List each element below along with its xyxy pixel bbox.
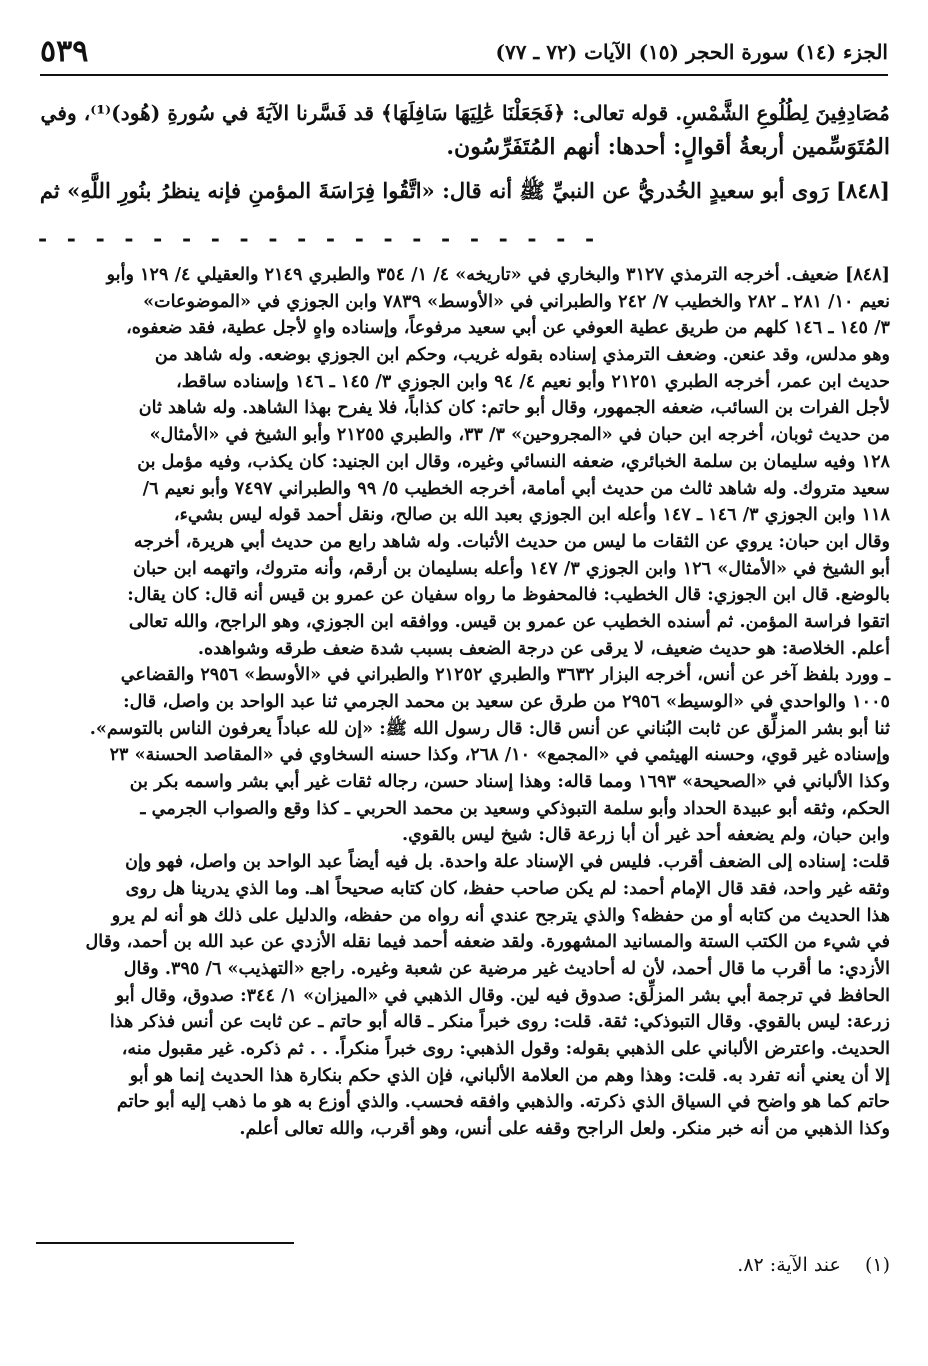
note-line: الحكم، وثقه أبو عبيدة الحداد وأبو سلمة التبوذكي وسعيد بن محمد الحربي ـ كذا وقع والصواب الجرمي ـ — [140, 797, 890, 819]
note-line: ثنا أبو بشر المزلِّق عن ثابت البُناني عن أنس قال: قال رسول الله ﷺ: «إن لله عباداً يعرفون الناس بالتوسم». — [89, 717, 890, 739]
note-line: الحافظ في ترجمة أبي بشر المزلِّق: صدوق فيه لين. وقال الذهبي في «الميزان» ١/ ٣٤٤: صدوق، وقال أبو — [115, 984, 890, 1006]
note-line: زرعة: ليس بالقوي. وقال التبوذكي: ثقة. قلت: روى خبراً منكر ـ قاله أبو حاتم ـ عن ثابت عن أنس فذكر هذا — [109, 1011, 890, 1033]
note-line: في شيء من الكتب الستة والمسانيد المشهورة. ولقد ضعفه أحمد فيما نقله الأزدي عن عبد الله بن أحمد، وقال — [85, 931, 890, 953]
hadith-line: [٨٤٨] رَوى أبو سعيدٍ الخُدريُّ عن النبيِّ ﷺ أنه قال: «اتَّقُوا فِرَاسَةَ المؤمنِ فإنه ينظرُ بنُورِ اللَّهِ» ثم — [39, 178, 890, 203]
note-line: سعيد متروك. وله شاهد ثالث من حديث أبي أمامة، أخرجه الخطيب ٥/ ٩٩ والطبراني ٧٤٩٧ وأبو نعيم ٦/ — [142, 477, 890, 499]
header-rule — [40, 74, 888, 76]
page-number: ٥٣٩ — [40, 34, 89, 69]
main-text — [38, 96, 890, 208]
note-line: ـ وورد بلفظ آخر عن أنس، أخرجه البزار ٣٦٣٢ والطبري ٢١٢٥٢ والطبراني في «الأوسط» ٢٩٥٦ والقضاعي — [120, 664, 890, 686]
note-line: ١١٨ وابن الجوزي ٣/ ١٤٦ ـ ١٤٧ وأعله ابن الجوزي بعبد الله بن صالح، ونقل أحمد قوله ليس بشيء، — [173, 504, 890, 526]
running-title: الجزء (١٤) سورة الحجر (١٥) الآيات (٧٢ ـ ٧٧) — [495, 40, 888, 64]
note-line: ١٠٠٥ والواحدي في «الوسيط» ٢٩٥٦ من طرق عن سعيد بن محمد الجرمي ثنا عبد الواحد بن واصل، قال: — [123, 691, 890, 712]
note-line: نعيم ١٠/ ٢٨١ ـ ٢٨٢ والخطيب ٧/ ٢٤٢ والطبراني في «الأوسط» ٧٨٣٩ وابن الجوزي في «الموضوعات» — [143, 290, 890, 312]
note-line: وكذا الذهبي من أنه خبر منكر. ولعل الراجح وقفه على أنس، وهو أقرب، والله تعالى أعلم. — [239, 1118, 890, 1139]
note-line: وكذا الألباني في «الصحيحة» ١٦٩٣ ومما قاله: وهذا إسناد حسن، رجاله ثقات غير أبي بشر واسمه بكر بن — [129, 771, 890, 793]
main-line: مُصَادِفِينَ لِطُلُوعِ الشَّمْسِ. قوله تعالى: ﴿فَجَعَلْنَا عَٰلِيَهَا سَافِلَهَا﴾ قد فَسَّرنا الآيَةَ في سُورةِ (هُود)⁽¹⁾، وفي — [40, 101, 890, 125]
note-line: حاتم كما هو واضح في السياق الذي ذكرته. والذهبي وافقه فحسب. والذي أوزع به هو ما ذهب إليه أبو حاتم — [116, 1091, 890, 1113]
note-line: من حديث ثوبان، أخرجه ابن حبان في «المجروحين» ٣/ ٣٣، والطبري ٢١٢٥٥ وأبو الشيخ في «الأمثال» — [149, 424, 890, 446]
note-line: وثقه غير واحد، فقد قال الإمام أحمد: لم يكن صاحب حفظ، كان كتابه صحيحاً اهـ. وما الذي يدرينا هل روى — [125, 877, 890, 899]
note-line: ١٢٨ وفيه سليمان بن سلمة الخبائري، ضعفه النسائي وغيره، وقال ابن الجنيد: كان يكذب، وفيه مؤمل بن — [137, 450, 890, 472]
note-line: الحديث. واعترض الألباني على الذهبي بقوله: وقول الذهبي: روى خبراً منكراً. . . ثم ذكره. غير مقبول منه، — [121, 1037, 890, 1059]
footnote-rule — [36, 1242, 294, 1244]
note-line: هذا الحديث من كتابه أو من حفظه؟ والذي يترجح عندي أنه رواه من حفظه، والدليل على ذلك هو أنه لم يرو — [111, 904, 890, 926]
takhrij-notes — [38, 262, 890, 1143]
note-line: ٣/ ١٤٥ ـ ١٤٦ كلهم من طريق عطية العوفي عن أبي سعيد مرفوعاً، وإسناده واهٍ لأجل عطية، فقد ضعفوه، — [126, 317, 890, 339]
note-line: وإسناده غير قوي، وحسنه الهيثمي في «المجمع» ١٠/ ٢٦٨، وكذا حسنه السخاوي في «المقاصد الحسنة» ٢٣ — [109, 744, 890, 766]
footnote-text: عند الآية: ٨٢. — [737, 1254, 841, 1276]
note-line: اتقوا فراسة المؤمن. ثم أسنده الخطيب عن عمرو بن قيس. ووافقه ابن الجوزي، وهو الراجح، والله تعالى — [128, 610, 890, 632]
note-line: وابن حبان، ولم يضعفه أحد غير أن أبا زرعة قال: شيخ ليس بالقوي. — [401, 824, 890, 846]
note-line: حديث ابن عمر، أخرجه الطبري ٢١٢٥١ وأبو نعيم ٤/ ٩٤ وابن الجوزي ٣/ ١٤٥ ـ ١٤٦ وإسناده ساقط، — [176, 370, 890, 392]
footnote — [737, 1254, 890, 1276]
page-header — [40, 34, 888, 74]
note-line: الأزدي: ما أقرب ما قال أحمد، لأن له أحاديث غير مرضية عن شعبة وغيره. راجع «التهذيب» ٦/ ٣٩٥. وقال — [123, 957, 890, 979]
footnote-marker: (١) — [864, 1254, 890, 1276]
note-line: قلت: إسناده إلى الضعف أقرب. فليس في الإسناد علة واحدة. بل فيه أيضاً عبد الواحد بن واصل، فهو وإن — [125, 851, 890, 873]
note-line: أعلم. الخلاصة: هو حديث ضعيف، لا يرقى عن درجة الضعف بسبب شدة ضعف طرقه وشواهده. — [197, 637, 890, 659]
continuation-dashes: - - - - - - - - - - - - - - - - - - - - — [38, 226, 601, 252]
note-line: وقال ابن حبان: يروي عن الثقات ما ليس من حديث الأثبات. وله شاهد رابع من حديث أبي هريرة، أخرجه — [133, 530, 890, 552]
note-line: [٨٤٨] ضعيف. أخرجه الترمذي ٣١٢٧ والبخاري في «تاريخه» ٤/ ١/ ٣٥٤ والطبري ٢١٤٩ والعقيلي ٤/ ١٢٩ وأبو — [106, 264, 890, 285]
note-line: أبو الشيخ في «الأمثال» ١٢٦ وابن الجوزي ٣/ ١٤٧ وأعله بسليمان بن أرقم، وأنه متروك، واتهمه ابن حبان — [133, 557, 890, 579]
note-line: بالوضع. قال ابن الجوزي: قال الخطيب: فالمحفوظ ما رواه سفيان عن عمرو بن قيس أنه قال: كان يقال: — [127, 584, 890, 606]
main-line: المُتَوَسِّمين أربعةُ أقوالٍ: أحدها: أنهم المُتَفَرِّسُون. — [446, 134, 890, 160]
note-line: لأجل الفرات بن السائب، ضعفه الجمهور، وقال أبو حاتم: كان كذاباً، فلا يفرح بهذا الشاهد. وله شاهد ثان — [138, 397, 890, 419]
note-line: إلا أن يعني أنه تفرد به. قلت: وهذا وهم من العلامة الألباني، فإن الذي حكم بنكارة هذا الحديث إنما هو أبو — [129, 1064, 890, 1086]
note-line: وهو مدلس، وقد عنعن. وضعف الترمذي إسناده بقوله غريب، وحكم ابن الجوزي بوضعه. وله شاهد من — [154, 344, 890, 366]
